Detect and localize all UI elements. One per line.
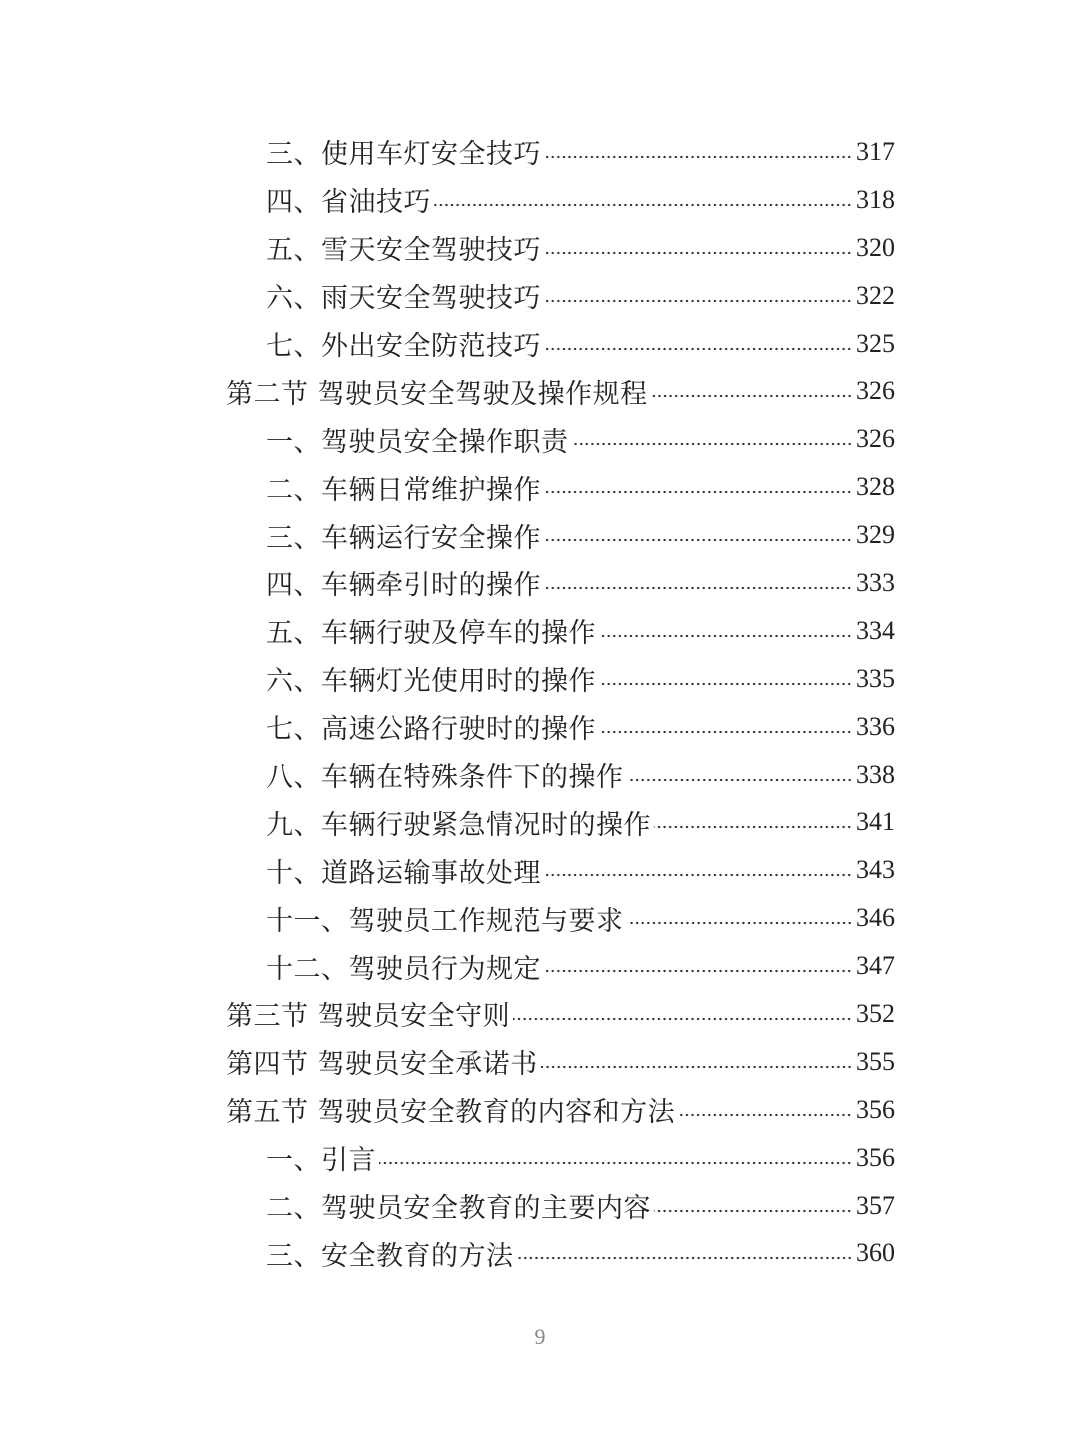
toc-entry-page: 355: [856, 1046, 895, 1076]
table-of-contents: [0, 128, 1080, 1277]
toc-entry-page: 334: [856, 615, 895, 645]
toc-entry[interactable]: [0, 655, 1080, 703]
dot-leader: [544, 969, 852, 973]
toc-entry[interactable]: [0, 1134, 1080, 1182]
toc-entry-label: 三、使用车灯安全技巧: [266, 139, 541, 171]
toc-section-entry[interactable]: [0, 1086, 1080, 1134]
toc-entry[interactable]: [0, 415, 1080, 463]
dot-leader: [544, 299, 852, 303]
toc-entry-label: 第二节 驾驶员安全驾驶及操作规程: [226, 378, 648, 410]
toc-entry-label: 十二、驾驶员行为规定: [266, 953, 541, 985]
toc-entry-page: 341: [856, 807, 895, 837]
toc-entry-page: 356: [856, 1094, 895, 1124]
dot-leader: [651, 394, 852, 398]
dot-leader: [627, 921, 853, 925]
dot-leader: [654, 1209, 852, 1213]
toc-entry[interactable]: [0, 607, 1080, 655]
dot-leader: [544, 538, 852, 542]
toc-entry[interactable]: [0, 320, 1080, 368]
toc-entry-page: 352: [856, 998, 895, 1028]
dot-leader: [599, 634, 852, 638]
dot-leader: [544, 873, 852, 877]
dot-leader: [544, 155, 852, 159]
toc-entry-label: 八、车辆在特殊条件下的操作: [266, 762, 624, 794]
dot-leader: [678, 1113, 852, 1117]
dot-leader: [599, 730, 852, 734]
toc-entry-label: 六、车辆灯光使用时的操作: [266, 666, 596, 698]
dot-leader: [572, 442, 853, 446]
toc-entry[interactable]: [0, 894, 1080, 942]
dot-leader: [541, 1065, 852, 1069]
toc-entry[interactable]: [0, 846, 1080, 894]
toc-section-entry[interactable]: [0, 367, 1080, 415]
toc-entry[interactable]: [0, 224, 1080, 272]
dot-leader: [627, 778, 853, 782]
dot-leader: [517, 1256, 853, 1260]
dot-leader: [513, 1017, 852, 1021]
dot-leader: [654, 825, 852, 829]
toc-entry-label: 四、省油技巧: [266, 187, 431, 219]
toc-entry-page: 356: [856, 1142, 895, 1172]
toc-entry-page: 320: [856, 232, 895, 262]
toc-entry-page: 328: [856, 472, 895, 502]
dot-leader: [434, 203, 852, 207]
toc-entry-page: 318: [856, 184, 895, 214]
dot-leader: [544, 347, 852, 351]
dot-leader: [599, 682, 852, 686]
dot-leader: [544, 586, 852, 590]
toc-entry-label: 十一、驾驶员工作规范与要求: [266, 905, 624, 937]
toc-entry-page: 343: [856, 855, 895, 885]
toc-entry-page: 317: [856, 136, 895, 166]
toc-entry[interactable]: [0, 128, 1080, 176]
toc-entry[interactable]: [0, 1182, 1080, 1230]
toc-entry-page: 336: [856, 711, 895, 741]
toc-entry[interactable]: [0, 703, 1080, 751]
toc-entry-label: 二、驾驶员安全教育的主要内容: [266, 1193, 651, 1225]
toc-entry-label: 一、引言: [266, 1145, 376, 1177]
toc-entry-page: 347: [856, 951, 895, 981]
toc-entry-label: 六、雨天安全驾驶技巧: [266, 283, 541, 315]
toc-entry-label: 九、车辆行驶紧急情况时的操作: [266, 809, 651, 841]
toc-entry-page: 346: [856, 903, 895, 933]
toc-entry[interactable]: [0, 272, 1080, 320]
dot-leader: [544, 490, 852, 494]
toc-entry-label: 一、驾驶员安全操作职责: [266, 426, 569, 458]
dot-leader: [379, 1161, 852, 1165]
toc-section-entry[interactable]: [0, 990, 1080, 1038]
toc-entry[interactable]: [0, 511, 1080, 559]
toc-entry-page: 329: [856, 520, 895, 550]
toc-entry-page: 322: [856, 280, 895, 310]
toc-entry-page: 325: [856, 328, 895, 358]
toc-entry-page: 360: [856, 1238, 895, 1268]
toc-entry-label: 五、车辆行驶及停车的操作: [266, 618, 596, 650]
toc-entry-page: 326: [856, 376, 895, 406]
toc-entry[interactable]: [0, 751, 1080, 799]
toc-entry-label: 第五节 驾驶员安全教育的内容和方法: [226, 1097, 676, 1129]
toc-entry-label: 二、车辆日常维护操作: [266, 474, 541, 506]
toc-entry-label: 三、安全教育的方法: [266, 1240, 514, 1272]
toc-entry-label: 七、高速公路行驶时的操作: [266, 714, 596, 746]
toc-entry-label: 第四节 驾驶员安全承诺书: [226, 1049, 538, 1081]
toc-entry-label: 第三节 驾驶员安全守则: [226, 1001, 511, 1033]
toc-entry-page: 333: [856, 567, 895, 597]
toc-entry-label: 四、车辆牵引时的操作: [266, 570, 541, 602]
page-number: 9: [534, 1324, 546, 1349]
toc-entry-label: 五、雪天安全驾驶技巧: [266, 235, 541, 267]
dot-leader: [544, 251, 852, 255]
toc-entry[interactable]: [0, 176, 1080, 224]
toc-section-entry[interactable]: [0, 1038, 1080, 1086]
toc-entry-page: 357: [856, 1190, 895, 1220]
toc-entry-label: 三、车辆运行安全操作: [266, 522, 541, 554]
toc-entry-page: 335: [856, 663, 895, 693]
toc-entry[interactable]: [0, 942, 1080, 990]
toc-entry[interactable]: [0, 559, 1080, 607]
toc-entry-label: 十、道路运输事故处理: [266, 857, 541, 889]
toc-entry[interactable]: [0, 463, 1080, 511]
toc-entry-page: 326: [856, 424, 895, 454]
toc-entry[interactable]: [0, 798, 1080, 846]
toc-entry-label: 七、外出安全防范技巧: [266, 331, 541, 362]
toc-entry-page: 338: [856, 759, 895, 789]
toc-entry[interactable]: [0, 1229, 1080, 1277]
